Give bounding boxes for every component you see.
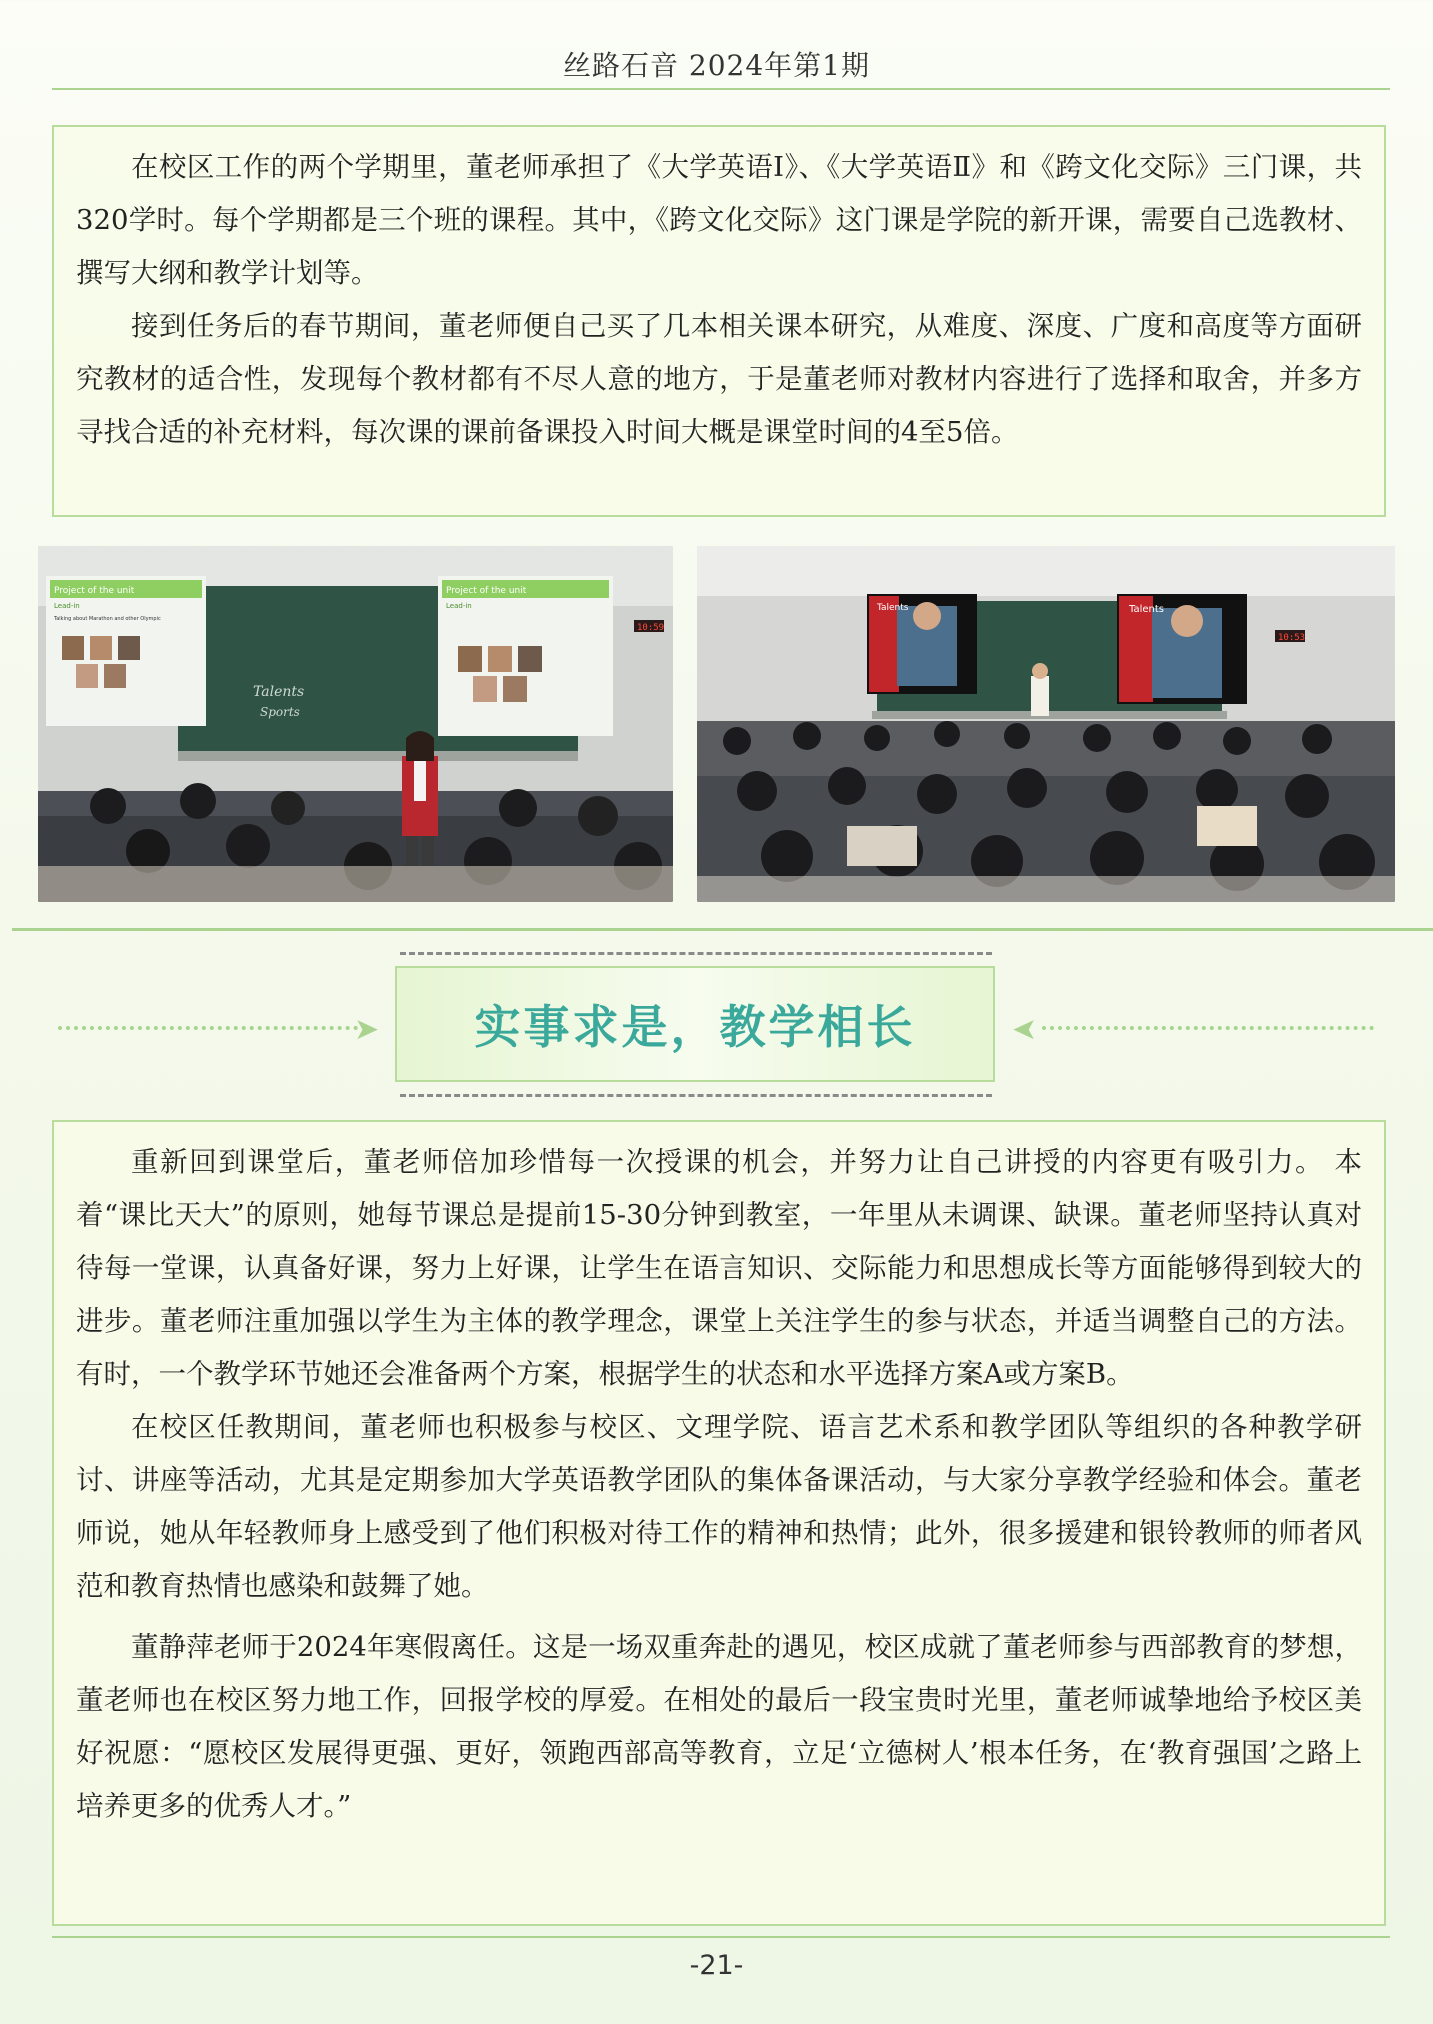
slide-task: Talking about Marathon and other Olympic [54, 616, 161, 622]
heading-dash-bottom [400, 1094, 992, 1097]
heading-dash-top [400, 952, 992, 955]
heading-dots-left [58, 1026, 358, 1030]
heading-dots-right [1042, 1026, 1374, 1030]
footer-rule [52, 1936, 1390, 1938]
header-title: 丝路石音 2024年第1期 [563, 49, 870, 82]
board-text: Talents [253, 684, 305, 700]
clock-display-2: 10:53 [1278, 633, 1306, 643]
slide-title-2-right: Talents [1129, 604, 1164, 615]
section-divider [12, 928, 1433, 931]
paragraph: 在校区工作的两个学期里，董老师承担了《大学英语Ⅰ》、《大学英语Ⅱ》和《跨文化交际》三门课，共320学时。每个学期都是三个班的课程。其中，《跨文化交际》这门课是学院的新开课，需要自己选教材、撰写大纲和教学计划等。 [76, 151, 1362, 289]
slide-title-right: Project of the unit [446, 586, 527, 596]
text-box-top [52, 125, 1386, 517]
arrow-left-icon: ➤ [1012, 1012, 1038, 1047]
header-rule [52, 88, 1390, 90]
paragraph: 在校区任教期间，董老师也积极参与校区、文理学院、语言艺术系和教学团队等组织的各种教学研讨、讲座等活动，尤其是定期参加大学英语教学团队的集体备课活动，与大家分享教学经验和体会。董老师说，她从年轻教师身上感受到了他们积极对待工作的精神和热情；此外，很多援建和银铃教师的师者风范和教育热情也感染和鼓舞了她。 [76, 1411, 1362, 1602]
paragraph: 董静萍老师于2024年寒假离任。这是一场双重奔赴的遇见，校区成就了董老师参与西部教育的梦想，董老师也在校区努力地工作，回报学校的厚爱。在相处的最后一段宝贵时光里，董老师诚挚地给予校区美好祝愿：“愿校区发展得更强、更好，领跑西部高等教育，立足‘立德树人’根本任务，在‘教育强国’之路上培养更多的优秀人才。” [76, 1631, 1362, 1822]
section-heading: 实事求是，教学相长 [474, 1000, 916, 1054]
board-text-2: Sports [260, 705, 300, 719]
paragraph: 重新回到课堂后，董老师倍加珍惜每一次授课的机会，并努力让自己讲授的内容更有吸引力。 本着“课比天大”的原则，她每节课总是提前15-30分钟到教室，一年里从未调课、缺课。董老师坚持认真对待每一堂课，认真备好课，努力上好课，让学生在语言知识、交际能力和思想成长等方面能够得到较大的进步。董老师注重加强以学生为主体的教学理念，课堂上关注学生的参与状态，并适当调整自己的方法。有时，一个教学环节她还会准备两个方案，根据学生的状态和水平选择方案A或方案B。 [76, 1146, 1362, 1390]
slide-subtitle: Lead-in [54, 602, 80, 610]
slide-title: Project of the unit [54, 586, 135, 596]
classroom-photo-left [38, 546, 673, 902]
paragraph: 接到任务后的春节期间，董老师便自己买了几本相关课本研究，从难度、深度、广度和高度等方面研究教材的适合性，发现每个教材都有不尽人意的地方，于是董老师对教材内容进行了选择和取舍，并多方寻找合适的补充材料，每次课的课前备课投入时间大概是课堂时间的4至5倍。 [76, 310, 1362, 448]
arrow-right-icon: ➤ [354, 1012, 380, 1047]
slide-subtitle-right: Lead-in [446, 602, 472, 610]
clock-display: 10:59 [637, 623, 665, 633]
classroom-photo-right [697, 546, 1395, 902]
slide-title-2: Talents [877, 603, 909, 613]
section-heading-box [395, 966, 995, 1082]
text-box-bottom [52, 1120, 1386, 1926]
page-number: -21- [689, 1950, 744, 1981]
